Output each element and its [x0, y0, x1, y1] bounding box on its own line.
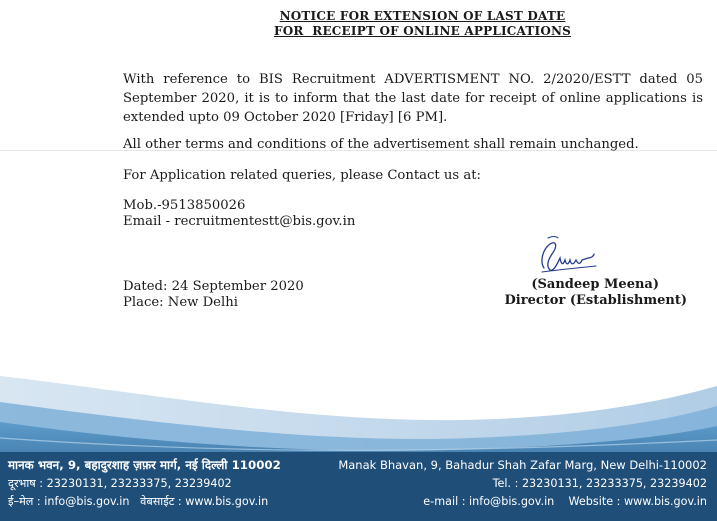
- signatory-designation: Director (Establishment): [504, 293, 687, 308]
- footer-hindi-address: मानक भवन, 9, बहादुरशाह ज़फ़र मार्ग, नई दिल्ली 110002: [8, 458, 281, 472]
- place-line: Place: New Delhi: [123, 295, 238, 310]
- mobile-number: Mob.-9513850026: [123, 198, 246, 213]
- dated-line: Dated: 24 September 2020: [123, 279, 304, 294]
- footer-hindi-contact: ई–मेल : info@bis.gov.in वेबसाईट : www.bis.gov.in: [8, 495, 269, 508]
- terms-paragraph: All other terms and conditions of the advertisement shall remain unchanged.: [123, 137, 639, 152]
- footer-english-phone: Tel. : 23230131, 23233375, 23239402: [492, 477, 707, 490]
- signature-icon: [536, 232, 598, 276]
- footer-hindi-phone: दूरभाष : 23230131, 23233375, 23239402: [8, 477, 232, 490]
- queries-paragraph: For Application related queries, please Contact us at:: [123, 168, 481, 183]
- contact-email: Email - recruitmentestt@bis.gov.in: [123, 214, 356, 229]
- signatory-name: (Sandeep Meena): [531, 277, 659, 292]
- extension-paragraph: With reference to BIS Recruitment ADVERTISMENT NO. 2/2020/ESTT dated 05 September 2020, it is to inform that the last date for receipt of online applications is extended upto 09 October 2020 [Friday] [6 PM].: [123, 72, 703, 125]
- footer-english-address: Manak Bhavan, 9, Bahadur Shah Zafar Marg, New Delhi-110002: [338, 458, 707, 472]
- footer-english-contact: e-mail : info@bis.gov.in Website : www.bis.gov.in: [423, 495, 707, 508]
- notice-heading-line-2: FOR RECEIPT OF ONLINE APPLICATIONS: [273, 24, 572, 38]
- notice-heading-line-1: NOTICE FOR EXTENSION OF LAST DATE: [279, 9, 566, 23]
